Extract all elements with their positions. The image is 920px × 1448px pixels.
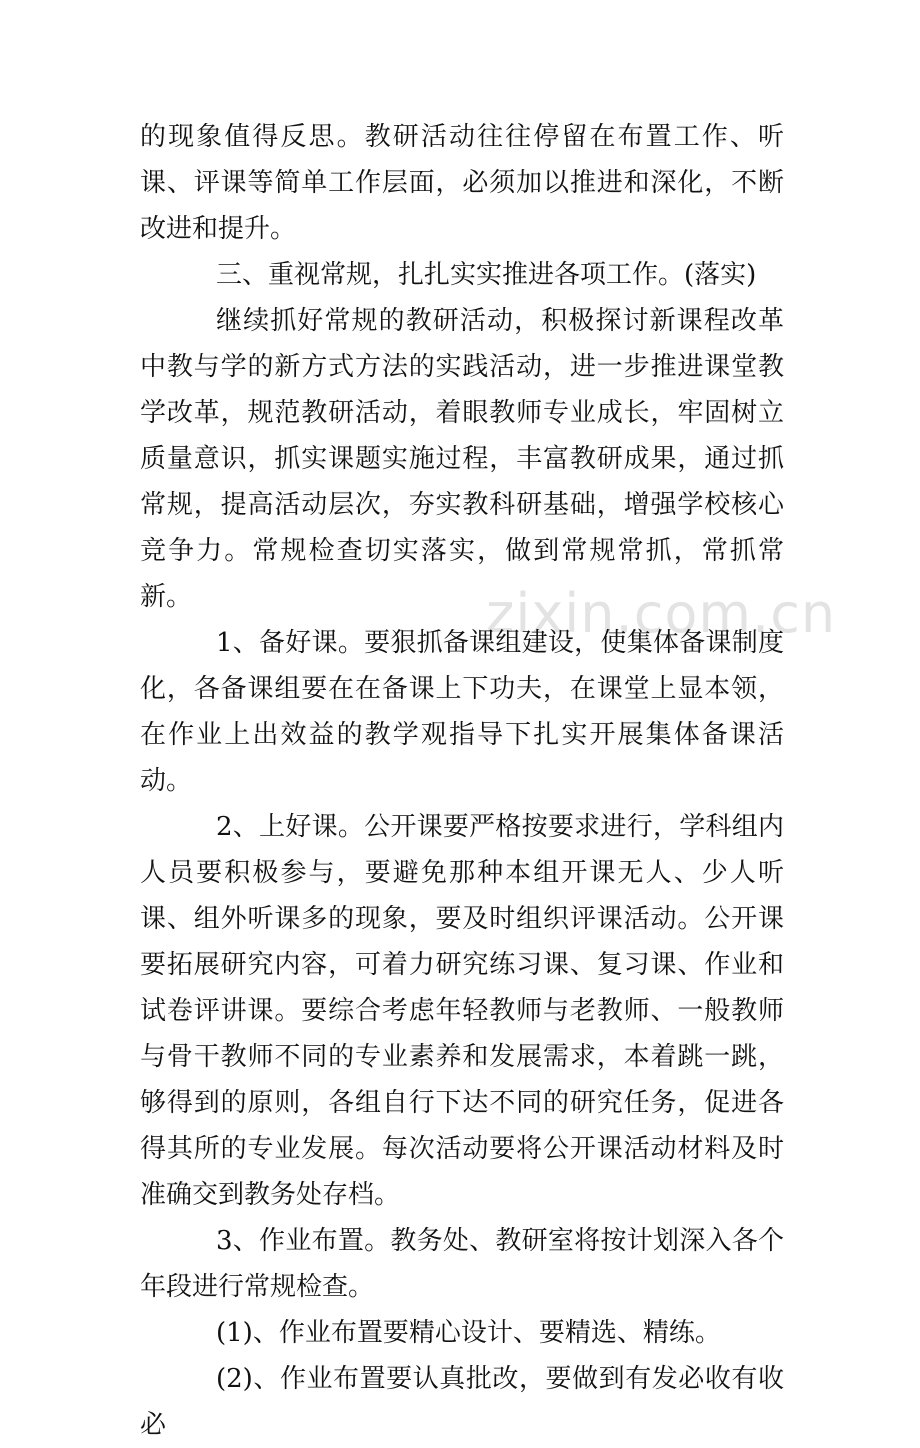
- watermark: zixin.com.cn: [486, 582, 837, 645]
- list-item-homework: 3、作业布置。教务处、教研室将按计划深入各个年段进行常规检查。: [140, 1226, 784, 1302]
- paragraph: 继续抓好常规的教研活动，积极探讨新课程改革中教与学的新方式方法的实践活动，进一步推进课堂教学改革，规范教研活动，着眼教师专业成长，牢固树立质量意识，抓实课题实施过程，丰富教研成果，通过抓常规，提高活动层次，夯实教科研基础，增强学校核心竞争力。常规检查切实落实，做到常规常抓，常抓常新。: [140, 306, 784, 612]
- document-body: [140, 114, 784, 1448]
- list-item-prepare-lessons: 1、备好课。要狠抓备课组建设，使集体备课制度化，各备课组要在在备课上下功夫，在课堂上显本领，在作业上出效益的教学观指导下扎实开展集体备课活动。: [140, 628, 784, 796]
- section-heading: 三、重视常规，扎扎实实推进各项工作。(落实): [216, 260, 757, 290]
- paragraph-continuation: 的现象值得反思。教研活动往往停留在布置工作、听课、评课等简单工作层面，必须加以推进和深化，不断改进和提升。: [140, 122, 784, 244]
- sub-item-1: (1)、作业布置要精心设计、要精选、精练。: [216, 1318, 721, 1348]
- list-item-teach-lessons: 2、上好课。公开课要严格按要求进行，学科组内人员要积极参与，要避免那种本组开课无人、少人听课、组外听课多的现象，要及时组织评课活动。公开课要拓展研究内容，可着力研究练习课、复习课、作业和试卷评讲课。要综合考虑年轻教师与老教师、一般教师与骨干教师不同的专业素养和发展需求，本着跳一跳，够得到的原则，各组自行下达不同的研究任务，促进各得其所的专业发展。每次活动要将公开课活动材料及时准确交到教务处存档。: [140, 812, 784, 1210]
- sub-item-2: (2)、作业布置要认真批改，要做到有发必收有收必: [140, 1364, 784, 1440]
